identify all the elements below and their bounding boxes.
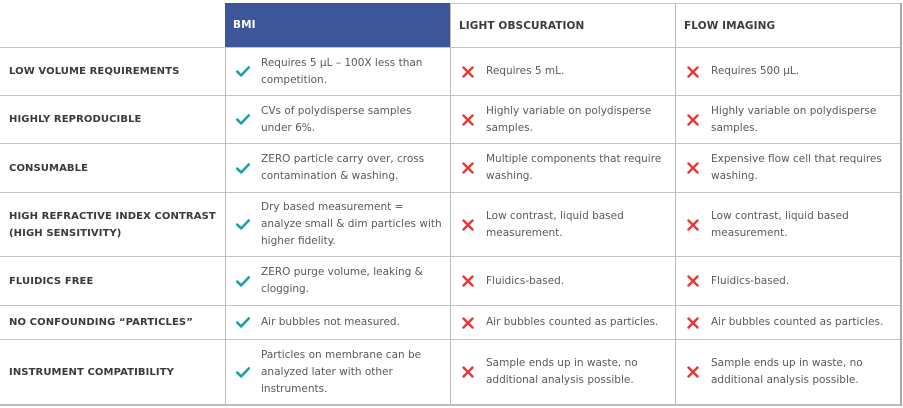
check-icon <box>235 364 251 380</box>
flow-imaging-cell <box>675 193 900 257</box>
light-obscuration-cell <box>450 306 675 340</box>
column-header-light-obscuration: LIGHT OBSCURATION <box>450 3 675 48</box>
cell-text: ZERO particle carry over, cross contamination & washing. <box>261 153 425 182</box>
cell-text: Air bubbles counted as particles. <box>711 316 884 328</box>
cross-icon <box>685 217 701 233</box>
cross-icon <box>460 364 476 380</box>
bmi-cell <box>225 306 450 340</box>
feature-label: HIGHLY REPRODUCIBLE <box>0 96 225 144</box>
light-obscuration-cell <box>450 257 675 306</box>
cross-icon <box>685 273 701 289</box>
feature-label: LOW VOLUME REQUIREMENTS <box>0 48 225 96</box>
light-obscuration-cell <box>450 48 675 96</box>
column-header-bmi: BMI <box>225 3 450 48</box>
cell-text: ZERO purge volume, leaking & clogging. <box>261 266 423 295</box>
header-empty-cell <box>0 3 225 48</box>
flow-imaging-cell <box>675 144 900 193</box>
cell-text: Expensive flow cell that requires washing. <box>711 153 882 182</box>
check-icon <box>235 160 251 176</box>
cell-text: Highly variable on polydisperse samples. <box>711 104 877 134</box>
cell-text: Dry based measurement = analyze small & dim particles with higher fidelity. <box>261 201 442 247</box>
feature-label: INSTRUMENT COMPATIBILITY <box>0 340 225 406</box>
cell-text: CVs of polydisperse samples under 6%. <box>261 104 412 134</box>
flow-imaging-cell <box>675 340 900 406</box>
cell-text: Requires 5 mL. <box>486 65 565 77</box>
cross-icon <box>685 364 701 380</box>
check-icon <box>235 112 251 128</box>
cell-text: Low contrast, liquid based measurement. <box>711 209 849 239</box>
cell-text: Particles on membrane can be analyzed later with other instruments. <box>261 348 422 395</box>
cross-icon <box>460 273 476 289</box>
cross-icon <box>685 160 701 176</box>
cell-text: Air bubbles not measured. <box>261 316 400 328</box>
cross-icon <box>685 315 701 331</box>
bmi-cell <box>225 257 450 306</box>
cell-text: Fluidics-based. <box>486 274 565 287</box>
cross-icon <box>460 217 476 233</box>
bmi-cell <box>225 193 450 257</box>
flow-imaging-cell <box>675 306 900 340</box>
cross-icon <box>460 160 476 176</box>
cross-icon <box>685 64 701 80</box>
feature-label: FLUIDICS FREE <box>0 257 225 306</box>
feature-label: HIGH REFRACTIVE INDEX CONTRAST (HIGH SENSITIVITY) <box>0 193 225 257</box>
cell-text: Sample ends up in waste, no additional analysis possible. <box>711 357 863 386</box>
cross-icon <box>685 112 701 128</box>
cell-text: Multiple components that require washing. <box>486 153 662 182</box>
flow-imaging-cell <box>675 96 900 144</box>
bmi-cell <box>225 48 450 96</box>
check-icon <box>235 64 251 80</box>
feature-label: NO CONFOUNDING “PARTICLES” <box>0 306 225 340</box>
bmi-cell <box>225 96 450 144</box>
bmi-cell <box>225 340 450 406</box>
column-header-flow-imaging: FLOW IMAGING <box>675 3 900 48</box>
cross-icon <box>460 64 476 80</box>
check-icon <box>235 315 251 331</box>
cell-text: Air bubbles counted as particles. <box>486 316 659 328</box>
feature-label: CONSUMABLE <box>0 144 225 193</box>
comparison-table <box>0 3 902 406</box>
cell-text: Requires 5 µL – 100X less than competition. <box>261 56 423 86</box>
bmi-cell <box>225 144 450 193</box>
light-obscuration-cell <box>450 193 675 257</box>
cross-icon <box>460 315 476 331</box>
light-obscuration-cell <box>450 144 675 193</box>
check-icon <box>235 217 251 233</box>
light-obscuration-cell <box>450 96 675 144</box>
cell-text: Low contrast, liquid based measurement. <box>486 209 624 239</box>
cell-text: Sample ends up in waste, no additional analysis possible. <box>486 357 638 386</box>
light-obscuration-cell <box>450 340 675 406</box>
check-icon <box>235 273 251 289</box>
flow-imaging-cell <box>675 48 900 96</box>
cross-icon <box>460 112 476 128</box>
flow-imaging-cell <box>675 257 900 306</box>
cell-text: Highly variable on polydisperse samples. <box>486 104 652 134</box>
cell-text: Requires 500 µL. <box>711 65 800 77</box>
cell-text: Fluidics-based. <box>711 274 790 287</box>
